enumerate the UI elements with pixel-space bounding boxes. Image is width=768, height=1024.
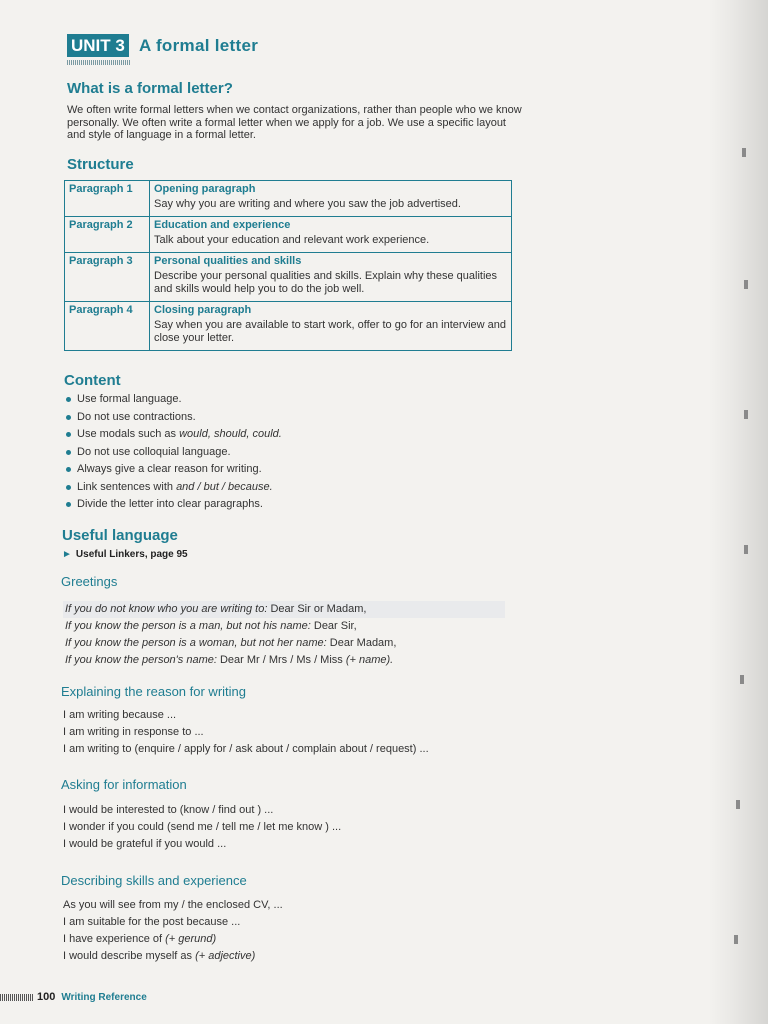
- binding-mark: [744, 545, 748, 554]
- binding-mark: [744, 410, 748, 419]
- subheading-asking: Asking for information: [61, 777, 187, 792]
- row-heading: Opening paragraph: [154, 183, 256, 195]
- reason-list: [63, 707, 429, 758]
- greeting-phrase: Dear Mr / Mrs / Ms / Miss: [216, 654, 343, 666]
- greeting-note: (+ name).: [342, 654, 394, 666]
- list-item-text: Do not use contractions.: [77, 410, 196, 423]
- binding-mark: [744, 280, 748, 289]
- list-item: [64, 481, 282, 499]
- greeting-phrase: Dear Madam,: [326, 637, 397, 649]
- list-item: [64, 498, 282, 516]
- phrase-line: [63, 948, 283, 965]
- table-row: [65, 302, 512, 351]
- list-item-text: Divide the letter into clear paragraphs.: [77, 498, 263, 510]
- paragraph-label: Paragraph 3: [65, 253, 150, 302]
- arrow-right-icon: ►: [62, 549, 72, 560]
- asking-list: [63, 802, 341, 853]
- paragraph-label: Paragraph 2: [65, 217, 150, 253]
- phrase-line: [63, 897, 283, 914]
- list-item: [64, 393, 282, 411]
- phrase-note: (+ gerund): [165, 933, 217, 945]
- cross-reference: [62, 549, 188, 560]
- table-row: [65, 217, 512, 253]
- greeting-condition: If you know the person is a man, but not his name:: [65, 620, 311, 632]
- greetings-list: [63, 601, 505, 666]
- list-item: [64, 463, 282, 481]
- phrase-line: I am writing in response to ...: [63, 726, 204, 738]
- row-body: Say why you are writing and where you saw the job advertised.: [154, 198, 461, 210]
- subheading-greetings: Greetings: [61, 574, 118, 589]
- greeting-phrase: Dear Sir or Madam,: [267, 603, 367, 615]
- binding-mark: [734, 935, 738, 944]
- paragraph-label: Paragraph 1: [65, 181, 150, 217]
- row-heading: Closing paragraph: [154, 304, 252, 316]
- phrase-text: I have experience of: [63, 933, 166, 945]
- greetings-box: [63, 601, 505, 666]
- skills-list: [63, 897, 283, 965]
- binding-mark: [742, 148, 746, 157]
- list-item: [64, 411, 282, 429]
- section-heading-what: What is a formal letter?: [67, 80, 233, 97]
- footer-hatch-decoration: [0, 994, 33, 1001]
- phrase-note: (+ adjective): [195, 950, 256, 962]
- phrase-text: As you will see from my / the enclosed CV, ...: [63, 899, 283, 911]
- paragraph-description: [150, 253, 512, 302]
- list-item-text: Use modals such as: [77, 428, 180, 440]
- phrase-text: I am suitable for the post because ...: [63, 916, 241, 928]
- section-heading-structure: Structure: [67, 156, 134, 173]
- list-item-text: Do not use colloquial language.: [77, 445, 231, 458]
- row-heading: Personal qualities and skills: [154, 255, 302, 267]
- page-edge-shadow: [708, 0, 768, 1024]
- phrase-line: I wonder if you could (send me / tell me / let me know ) ...: [63, 821, 342, 833]
- list-item-text: Always give a clear reason for writing.: [77, 463, 262, 475]
- phrase-text: I would describe myself as: [63, 950, 196, 962]
- greeting-phrase: Dear Sir,: [310, 620, 357, 632]
- structure-table: [64, 180, 512, 351]
- phrase-line: [63, 914, 283, 931]
- content-list: [64, 393, 282, 516]
- greeting-line: [65, 618, 505, 635]
- phrase-line: I am writing to (enquire / apply for / ask about / complain about / request) ...: [63, 743, 429, 755]
- greeting-condition: If you know the person's name:: [65, 654, 217, 666]
- phrase-line: I would be interested to (know / find out ) ...: [63, 804, 274, 816]
- row-body: Say when you are available to start work, offer to go for an interview and close your letter.: [154, 319, 506, 344]
- section-heading-useful-language: Useful language: [62, 527, 178, 544]
- row-body: Talk about your education and relevant work experience.: [154, 234, 430, 246]
- greeting-line: [65, 601, 505, 618]
- footer-section: Writing Reference: [61, 992, 147, 1003]
- greeting-line: [65, 635, 505, 652]
- greeting-line: [65, 652, 505, 669]
- intro-paragraph: We often write formal letters when we contact organizations, rather than people who we know personally. We often write a formal letter when we apply for a job. We use a specific layout and style of language in a formal letter.: [67, 104, 522, 141]
- list-item-text: Use formal language.: [77, 393, 182, 405]
- subheading-reason: Explaining the reason for writing: [61, 684, 246, 699]
- title-underline-decoration: [67, 60, 131, 65]
- binding-mark: [740, 675, 744, 684]
- paragraph-description: [150, 217, 512, 253]
- greeting-condition: If you do not know who you are writing to:: [65, 603, 268, 615]
- greeting-condition: If you know the person is a woman, but not her name:: [65, 637, 327, 649]
- section-heading-content: Content: [64, 372, 121, 389]
- list-item-emphasis: would, should, could.: [179, 428, 282, 440]
- page-footer: [0, 991, 147, 1003]
- cross-reference-text: Useful Linkers, page 95: [75, 549, 188, 560]
- row-heading: Education and experience: [154, 219, 291, 231]
- binding-mark: [736, 800, 740, 809]
- list-item: [64, 428, 282, 446]
- table-row: [65, 181, 512, 217]
- phrase-line: [63, 931, 283, 948]
- paragraph-description: [150, 302, 512, 351]
- paragraph-label: Paragraph 4: [65, 302, 150, 351]
- phrase-line: I am writing because ...: [63, 709, 177, 721]
- paragraph-description: [150, 181, 512, 217]
- phrase-line: I would be grateful if you would ...: [63, 838, 227, 850]
- list-item: [64, 446, 282, 464]
- page-number: 100: [37, 991, 56, 1003]
- table-row: [65, 253, 512, 302]
- subheading-skills: Describing skills and experience: [61, 873, 247, 888]
- page-title: A formal letter: [139, 36, 259, 55]
- row-body: Describe your personal qualities and skills. Explain why these qualities and skills would help you to do the job well.: [154, 270, 498, 295]
- list-item-text: Link sentences with: [77, 480, 177, 493]
- list-item-emphasis: and / but / because.: [176, 480, 273, 493]
- unit-badge: UNIT 3: [67, 34, 129, 57]
